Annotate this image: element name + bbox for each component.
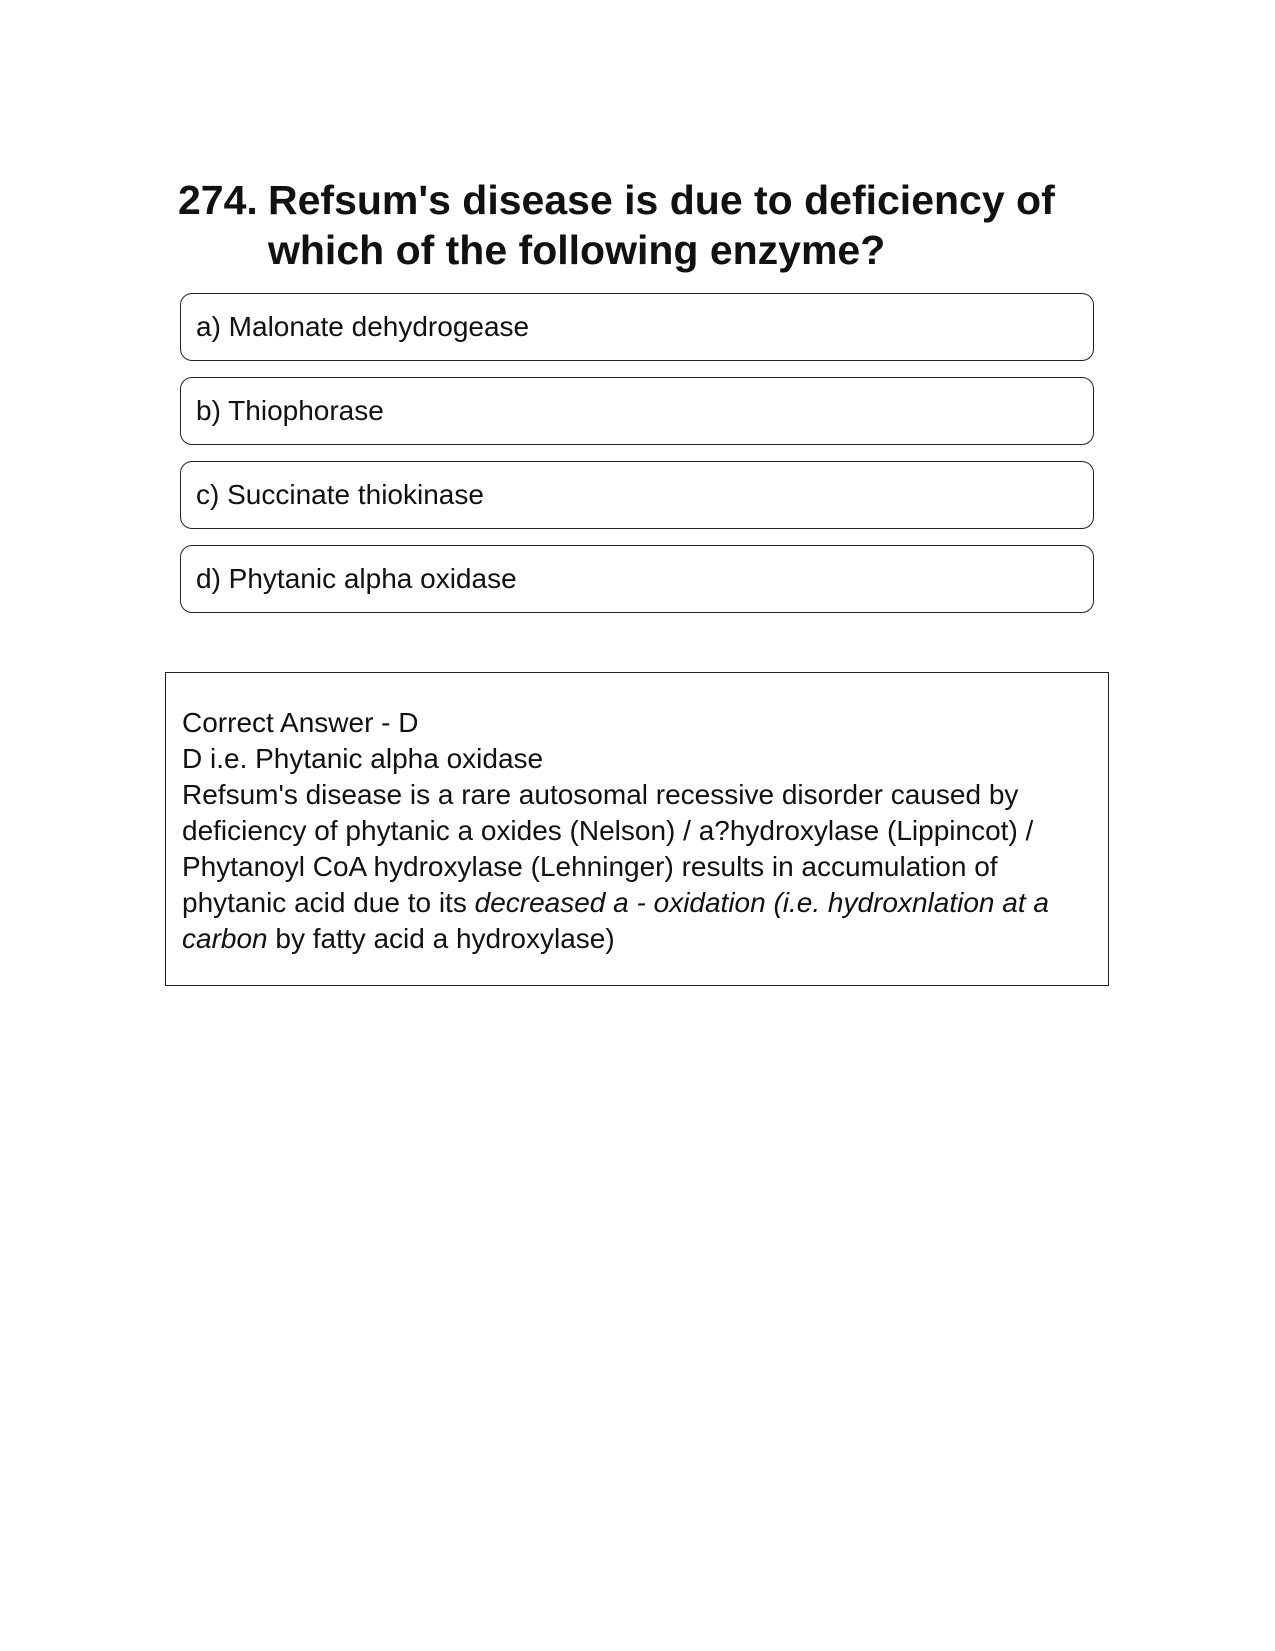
explanation-part-2: by fatty acid a hydroxylase) — [267, 923, 615, 954]
explanation-text — [182, 777, 1093, 957]
question-number: 274. — [178, 177, 258, 223]
explanation-italic: decreased a - oxidation (i.e. hydroxnlation at a carbon — [182, 887, 1049, 954]
answer-options — [180, 293, 1094, 629]
answer-explanation-box — [165, 672, 1109, 986]
option-c[interactable]: c) Succinate thiokinase — [180, 461, 1094, 529]
question-heading — [178, 175, 1098, 275]
question-text: Refsum's disease is due to deficiency of which of the following enzyme? — [268, 177, 1055, 273]
explanation-part-1: Refsum's disease is a rare autosomal recessive disorder caused by deficiency of phytanic a oxides (Nelson) / a?hydroxylase (Lippincot) / Phytanoyl CoA hydroxylase (Lehninger) results in accumulation of phytanic acid due to its — [182, 779, 1034, 918]
option-a[interactable]: a) Malonate dehydrogease — [180, 293, 1094, 361]
answer-short-line: D i.e. Phytanic alpha oxidase — [182, 743, 544, 774]
correct-answer-line: Correct Answer - D — [182, 707, 419, 738]
option-b[interactable]: b) Thiophorase — [180, 377, 1094, 445]
option-d[interactable]: d) Phytanic alpha oxidase — [180, 545, 1094, 613]
